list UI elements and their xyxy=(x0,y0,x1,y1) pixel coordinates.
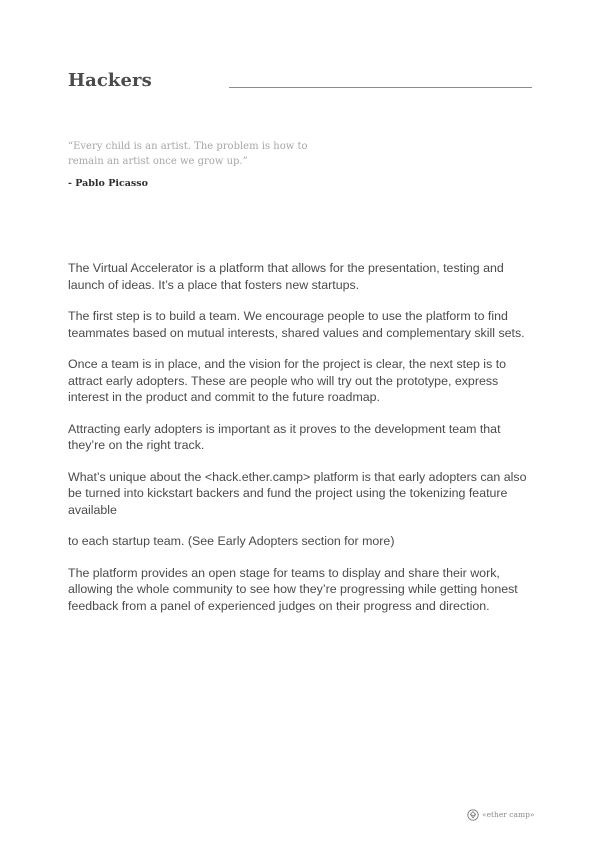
footer-brand-text: «ether camp» xyxy=(482,809,535,819)
ether-camp-logo-icon xyxy=(467,808,479,820)
footer-logo xyxy=(467,808,534,820)
epigraph-quote: “Every child is an artist. The problem is how to remain an artist once we grow up.” xyxy=(68,141,308,167)
epigraph-author: - Pablo Picasso xyxy=(68,178,148,189)
paragraph: The first step is to build a team. We encourage people to use the platform to find teammates based on mutual interests, shared values and complementary skill sets. xyxy=(68,309,525,340)
title-divider xyxy=(229,87,532,88)
paragraph: The Virtual Accelerator is a platform that allows for the presentation, testing and launch of ideas. It’s a place that fosters new startups. xyxy=(68,261,504,292)
page-title: Hackers xyxy=(68,70,152,91)
paragraph: What’s unique about the <hack.ether.camp> platform is that early adopters can also be turned into kickstart backers and fund the project using the tokenizing feature available xyxy=(68,469,527,517)
paragraph: Once a team is in place, and the vision for the project is clear, the next step is to attract early adopters. These are people who will try out the prototype, express interest in the product and commit to the future roadmap. xyxy=(68,357,507,404)
body-content xyxy=(68,260,538,629)
paragraph: The platform provides an open stage for teams to display and share their work, allowing the whole community to see how they’re progressing while getting honest feedback from a panel of experienced judges on their progress and direction. xyxy=(68,565,518,613)
paragraph: Attracting early adopters is important as it proves to the development team that they’re on the right track. xyxy=(68,421,501,452)
paragraph: to each startup team. (See Early Adopters section for more) xyxy=(68,534,395,548)
